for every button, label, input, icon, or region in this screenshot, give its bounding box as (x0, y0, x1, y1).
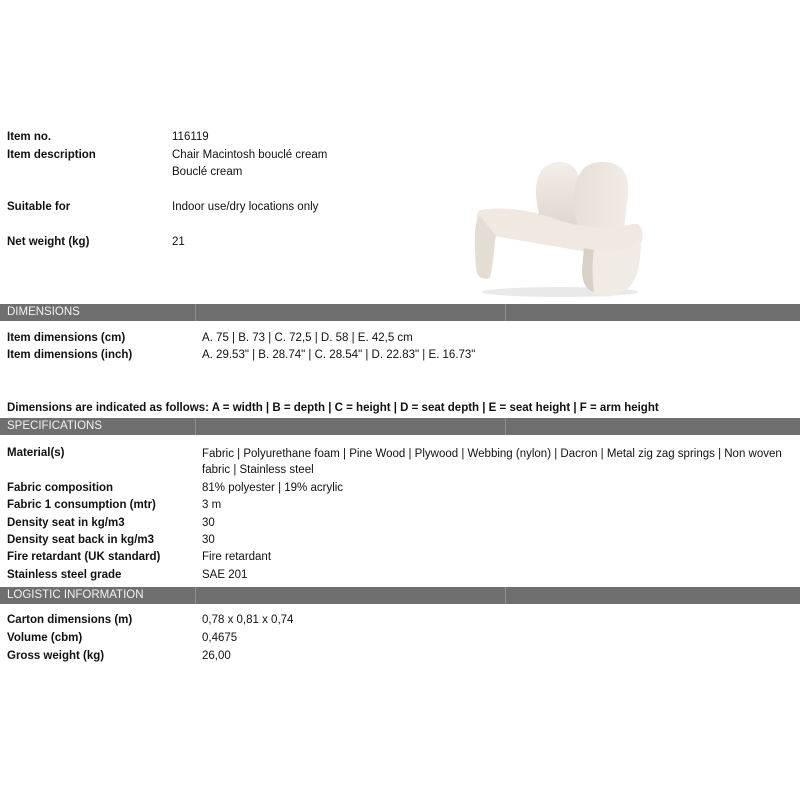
fabric-composition-value: 81% polyester | 19% acrylic (202, 482, 344, 494)
section-title-logistic: LOGISTIC INFORMATION (7, 589, 144, 601)
materials-value: Fabric | Polyurethane foam | Pine Wood | Plywood | Webbing (nylon) | Dacron | Metal zig zag springs | Non woven fabric | Stainless steel (202, 448, 782, 476)
materials-label: Material(s) (7, 447, 65, 459)
fire-retardant-label: Fire retardant (UK standard) (7, 551, 161, 563)
net-weight-value: 21 (172, 236, 185, 248)
steel-grade-value: SAE 201 (202, 569, 248, 581)
net-weight-label: Net weight (kg) (7, 236, 90, 248)
section-bar-specifications (0, 418, 800, 435)
bar-divider (505, 304, 506, 321)
steel-grade-label: Stainless steel grade (7, 569, 122, 581)
item-description-value: Chair Macintosh bouclé cream (172, 149, 328, 161)
volume-value: 0,4675 (202, 632, 238, 644)
product-image-chair (462, 150, 652, 300)
item-no-value: 116119 (172, 131, 209, 143)
fabric-consumption-label: Fabric 1 consumption (mtr) (7, 499, 156, 511)
suitable-for-value: Indoor use/dry locations only (172, 201, 319, 213)
fire-retardant-value: Fire retardant (202, 551, 272, 563)
suitable-for-label: Suitable for (7, 201, 71, 213)
item-description-value-2: Bouclé cream (172, 166, 243, 178)
section-title-specifications: SPECIFICATIONS (7, 420, 102, 432)
carton-dimensions-label: Carton dimensions (m) (7, 614, 133, 626)
item-description-label: Item description (7, 149, 96, 161)
section-bar-dimensions (0, 304, 800, 321)
density-seat-value: 30 (202, 517, 215, 529)
item-no-label: Item no. (7, 131, 52, 143)
bar-divider (505, 587, 506, 604)
density-seat-label: Density seat in kg/m3 (7, 517, 125, 529)
volume-label: Volume (cbm) (7, 632, 83, 644)
fabric-consumption-value: 3 m (202, 499, 222, 511)
section-title-dimensions: DIMENSIONS (7, 306, 80, 318)
density-back-label: Density seat back in kg/m3 (7, 534, 155, 546)
section-bar-logistic (0, 587, 800, 604)
dimensions-legend-note: Dimensions are indicated as follows: A = width | B = depth | C = height | D = seat depth | E = seat height | F = arm height (7, 402, 659, 414)
density-back-value: 30 (202, 534, 215, 546)
item-dimensions-inch-value: A. 29.53" | B. 28.74" | C. 28.54" | D. 22.83" | E. 16.73" (202, 349, 476, 361)
item-dimensions-cm-value: A. 75 | B. 73 | C. 72,5 | D. 58 | E. 42,5 cm (202, 332, 413, 344)
gross-weight-value: 26,00 (202, 650, 231, 662)
bar-divider (195, 304, 196, 321)
fabric-composition-label: Fabric composition (7, 482, 114, 494)
bar-divider (195, 418, 196, 435)
item-dimensions-inch-label: Item dimensions (inch) (7, 349, 133, 361)
item-dimensions-cm-label: Item dimensions (cm) (7, 332, 126, 344)
bar-divider (195, 587, 196, 604)
bar-divider (505, 418, 506, 435)
gross-weight-label: Gross weight (kg) (7, 650, 105, 662)
carton-dimensions-value: 0,78 x 0,81 x 0,74 (202, 614, 294, 626)
